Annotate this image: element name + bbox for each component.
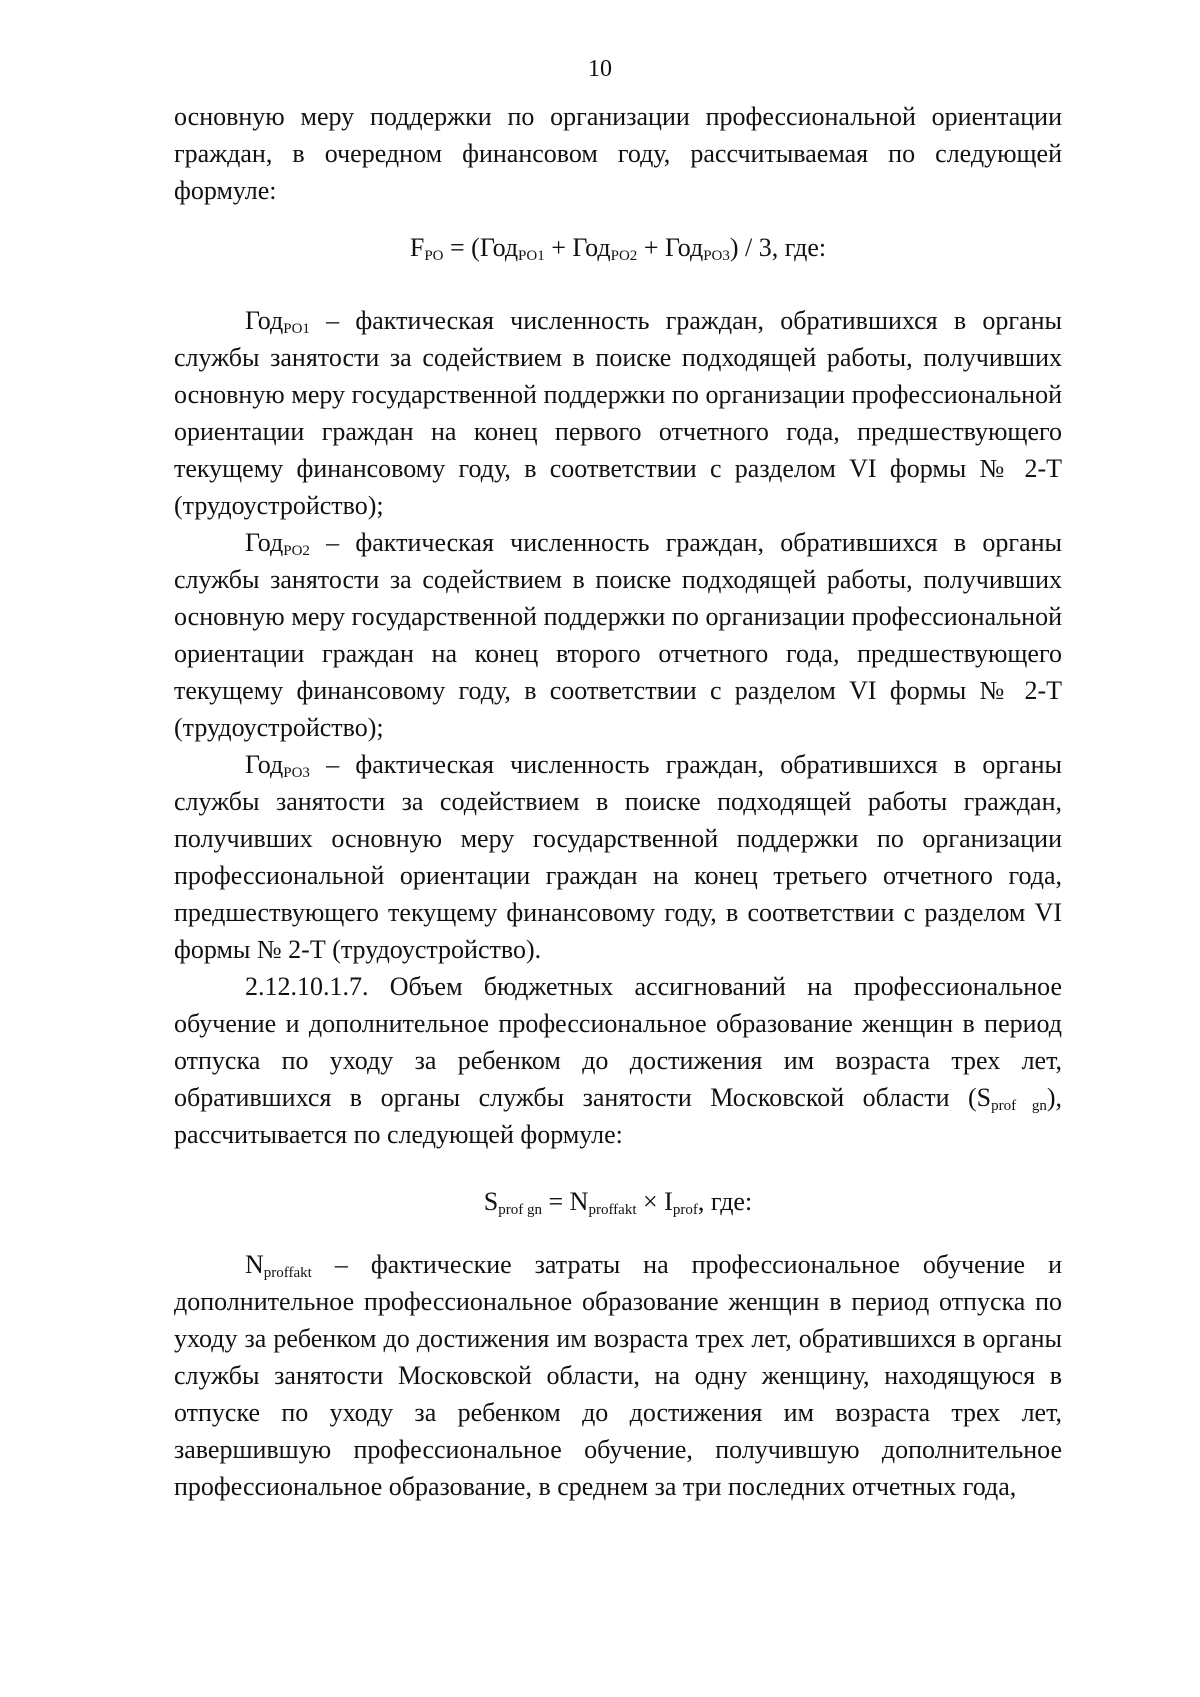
formula-fpo [174,229,1062,266]
definition-nproffakt [174,1246,1062,1505]
formula-sprof-s: S [483,1187,499,1216]
formula-fpo-plus2: + Год [637,233,704,262]
formula-fpo-tail: ) / 3, где: [729,233,827,262]
definition-term: Год [245,306,284,335]
definition-text: – фактические затраты на профессиональное обучение и дополнительное профессиональное образование женщин в период отпуска по уходу за ребенком до достижения им возраста трех лет, обратившихся в органы службы занятости Московской области, на одну женщину, находящуюся в отпуске по уходу за ребенком до достижения им возраста трех лет, завершившую профессиональное обучение, получившую дополнительное профессиональное образование, в среднем за три последних отчетных года, [174,1250,1062,1501]
definition-term-sub: PO3 [283,765,310,781]
formula-fpo-lhs: F [409,233,425,262]
definition-god-po1 [174,302,1062,524]
definition-term: N [245,1250,264,1279]
section-sub: prof gn [991,1098,1047,1114]
definition-term-sub: proffakt [263,1265,312,1281]
definition-term: Год [245,750,284,779]
document-body [174,98,1062,1505]
intro-paragraph: основную меру поддержки по организации профессиональной ориентации граждан, в очередном финансовом году, рассчитываемая по следующей формуле: [174,102,1062,205]
definition-text: – фактическая численность граждан, обратившихся в органы службы занятости за содействием в поиске подходящей работы, получивших основную меру государственной поддержки по организации профессиональной ориентации граждан на конец первого отчетного года, предшествующего текущему финансовому году, в соответствии с разделом VI формы № 2-Т (трудоустройство); [174,306,1062,520]
formula-fpo-plus1: + Год [544,233,611,262]
formula-sprof-i-sub: prof [672,1202,698,1218]
formula-sprof-s-sub: prof gn [498,1202,542,1218]
definition-term-sub: PO1 [283,321,310,337]
definition-text: – фактическая численность граждан, обратившихся в органы службы занятости за содействием в поиске подходящей работы, получивших основную меру государственной поддержки по организации профессиональной ориентации граждан на конец второго отчетного года, предшествующего текущему финансовому году, в соответствии с разделом VI формы № 2-Т (трудоустройство); [174,528,1062,742]
formula-sprof [174,1183,1062,1220]
section-2-12-10-1-7 [174,968,1062,1153]
formula-fpo-term1-sub: PO1 [518,248,545,264]
formula-sprof-n-sub: proffakt [588,1202,637,1218]
definition-god-po2 [174,524,1062,746]
formula-fpo-term3-sub: PO3 [703,248,730,264]
definition-god-po3 [174,746,1062,968]
formula-fpo-lhs-sub: PO [424,248,444,264]
formula-fpo-open: = (Год [443,233,519,262]
formula-fpo-term2-sub: PO2 [610,248,638,264]
definition-term-sub: PO2 [283,543,310,559]
definition-term: Год [245,528,284,557]
formula-sprof-times: × I [636,1187,673,1216]
formula-sprof-eq: = N [542,1187,589,1216]
section-text-before: 2.12.10.1.7. Объем бюджетных ассигнований на профессиональное обучение и дополнительное профессиональное образование женщин в период отпуска по уходу за ребенком до достижения им возраста трех лет, обратившихся в органы службы занятости Московской области (S [174,972,1062,1112]
definition-text: – фактическая численность граждан, обратившихся в органы службы занятости за содействием в поиске подходящей работы граждан, получивших основную меру государственной поддержки по организации профессиональной ориентации граждан на конец третьего отчетного года, предшествующего текущему финансовому году, в соответствии с разделом VI формы № 2-Т (трудоустройство). [174,750,1062,964]
formula-sprof-tail: , где: [697,1187,753,1216]
page-number: 10 [588,56,612,82]
section-text-after: ), рассчитывается по следующей формуле: [174,1083,1062,1149]
